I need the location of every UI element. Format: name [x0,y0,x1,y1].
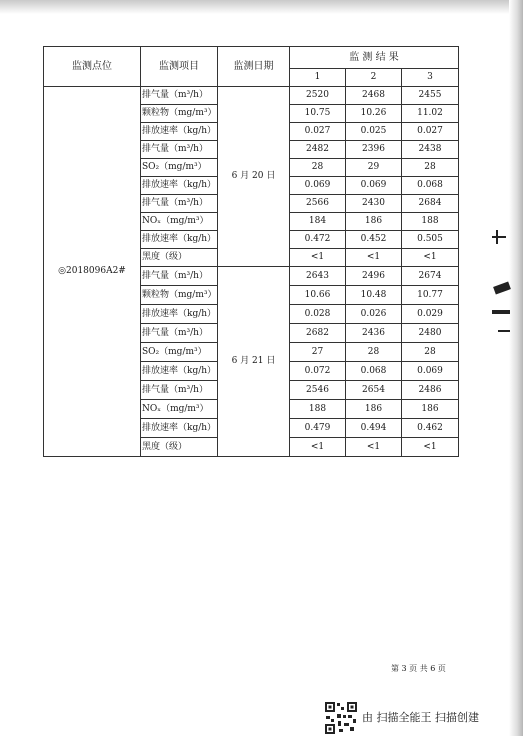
cell-result-1: <1 [290,249,346,267]
monitoring-results-table [43,46,459,457]
cell-result-2: 29 [346,159,402,177]
cell-result-2: 186 [346,213,402,231]
cell-result-3: 0.027 [402,123,459,141]
cell-result-2: 2468 [346,87,402,105]
cell-item: NOₓ（mg/m³） [141,400,218,419]
cell-result-1: 2482 [290,141,346,159]
cell-result-2: <1 [346,438,402,457]
cell-result-1: 28 [290,159,346,177]
cell-item: SO₂（mg/m³） [141,343,218,362]
cell-result-3: 2480 [402,324,459,343]
table-row [44,87,459,105]
cell-result-1: 0.472 [290,231,346,249]
cell-item: 排放速率（kg/h） [141,177,218,195]
cell-result-2: 0.494 [346,419,402,438]
page-number: 第 3 页 共 6 页 [391,664,446,673]
cell-result-3: <1 [402,249,459,267]
cell-result-1: 10.66 [290,286,346,305]
cell-result-3: 0.462 [402,419,459,438]
cell-result-1: 27 [290,343,346,362]
cell-item: 排放速率（kg/h） [141,419,218,438]
scan-shadow-right [509,0,523,736]
cell-result-3: 2684 [402,195,459,213]
cell-result-3: 0.505 [402,231,459,249]
cell-result-3: <1 [402,438,459,457]
cell-result-1: 2682 [290,324,346,343]
cell-result-2: 2396 [346,141,402,159]
cell-result-2: 10.26 [346,105,402,123]
cell-result-2: <1 [346,249,402,267]
header-date: 监测日期 [218,47,290,87]
qr-code-icon [324,701,358,735]
cell-result-3: 2438 [402,141,459,159]
cell-item: 排气量（m³/h） [141,267,218,286]
cell-result-2: 0.025 [346,123,402,141]
cell-result-3: 11.02 [402,105,459,123]
cell-result-2: 10.48 [346,286,402,305]
cell-result-1: 0.479 [290,419,346,438]
cell-item: 排放速率（kg/h） [141,362,218,381]
cell-result-2: 2436 [346,324,402,343]
cell-result-2: 2496 [346,267,402,286]
header-result-2: 2 [346,69,402,87]
cell-result-3: 2674 [402,267,459,286]
cell-result-3: 0.068 [402,177,459,195]
cell-item: 排气量（m³/h） [141,141,218,159]
cell-item: 排气量（m³/h） [141,195,218,213]
cell-result-3: 2486 [402,381,459,400]
cell-location: ◎2018096A2# [44,87,141,457]
scan-shadow-top [0,0,523,14]
cell-result-3: 0.029 [402,305,459,324]
cell-item: NOₓ（mg/m³） [141,213,218,231]
cell-result-1: 2546 [290,381,346,400]
cell-item: 排放速率（kg/h） [141,123,218,141]
cell-result-1: 2520 [290,87,346,105]
cell-result-2: 186 [346,400,402,419]
cell-result-3: 188 [402,213,459,231]
cell-result-3: 0.069 [402,362,459,381]
cell-item: 颗粒物（mg/m³） [141,286,218,305]
cell-result-1: 10.75 [290,105,346,123]
header-result-3: 3 [402,69,459,87]
cell-result-1: 2566 [290,195,346,213]
cell-item: 排气量（m³/h） [141,87,218,105]
cell-result-3: 2455 [402,87,459,105]
cell-result-3: 186 [402,400,459,419]
cell-result-2: 0.452 [346,231,402,249]
header-location: 监测点位 [44,47,141,87]
cell-item: 黑度（级） [141,438,218,457]
header-result-1: 1 [290,69,346,87]
cell-result-1: 184 [290,213,346,231]
edge-marks [490,226,512,346]
cell-result-2: 0.026 [346,305,402,324]
cell-result-3: 10.77 [402,286,459,305]
cell-result-3: 28 [402,159,459,177]
cell-result-2: 2654 [346,381,402,400]
cell-result-2: 0.068 [346,362,402,381]
header-item: 监测项目 [141,47,218,87]
cell-date: 6 月 20 日 [218,87,290,267]
cell-item: SO₂（mg/m³） [141,159,218,177]
cell-result-1: 2643 [290,267,346,286]
cell-result-1: 0.072 [290,362,346,381]
cell-result-2: 0.069 [346,177,402,195]
cell-item: 排气量（m³/h） [141,381,218,400]
cell-item: 颗粒物（mg/m³） [141,105,218,123]
cell-result-1: <1 [290,438,346,457]
cell-date: 6 月 21 日 [218,267,290,457]
cell-result-2: 28 [346,343,402,362]
scanner-watermark: 由 扫描全能王 扫描创建 [362,711,479,724]
cell-result-1: 188 [290,400,346,419]
cell-item: 黑度（级） [141,249,218,267]
cell-item: 排放速率（kg/h） [141,231,218,249]
cell-result-2: 2430 [346,195,402,213]
cell-result-3: 28 [402,343,459,362]
header-results: 监 测 结 果 [290,47,459,69]
cell-result-1: 0.027 [290,123,346,141]
cell-item: 排放速率（kg/h） [141,305,218,324]
cell-item: 排气量（m³/h） [141,324,218,343]
cell-result-1: 0.069 [290,177,346,195]
cell-result-1: 0.028 [290,305,346,324]
